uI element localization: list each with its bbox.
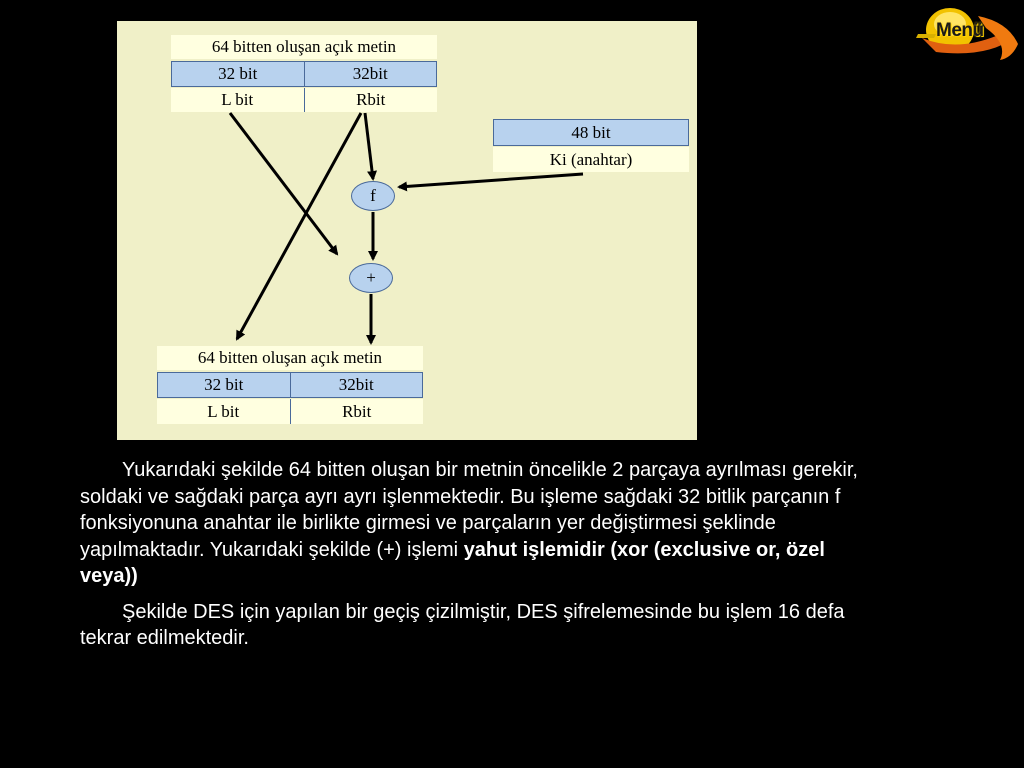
- top-right-bits: 32bit: [304, 62, 437, 86]
- xor-node: +: [349, 263, 393, 293]
- bottom-names-row: [157, 399, 423, 424]
- key-name: Ki (anahtar): [549, 149, 633, 169]
- top-block: [171, 35, 437, 112]
- top-title: [171, 35, 437, 59]
- top-title-text: 64 bitten oluşan açık metin: [211, 37, 397, 56]
- bottom-bits-row: [157, 372, 423, 398]
- f-function-node: f: [351, 181, 395, 211]
- des-round-diagram: [117, 21, 697, 440]
- key-bits: 48 bit: [571, 122, 611, 142]
- explanation-text: [80, 457, 880, 661]
- paragraph-1-plain: Yukarıdaki şekilde 64 bitten oluşan bir metnin öncelikle 2 parçaya ayrılması gerekir, soldaki ve sağdaki parça ayrı ayrı işlenmektedir. Bu işleme sağdaki 32 bitlik parçanın f fonksiyonuna anahtar ile birlikte girmesi ve parçaların yer değiştirmesi şeklinde yapılmaktadır. Yukarıdaki şekilde (+) işlemi: [80, 459, 858, 561]
- menu-button[interactable]: [916, 4, 1024, 62]
- key-bits-row: [493, 119, 689, 146]
- key-name-row: [493, 147, 689, 172]
- menu-label: Menü: [936, 20, 984, 41]
- top-right-name: Rbit: [304, 88, 438, 112]
- key-block: [493, 119, 689, 173]
- top-left-bits: 32 bit: [218, 64, 258, 83]
- bottom-right-name: Rbit: [290, 399, 424, 424]
- top-names-row: [171, 88, 437, 112]
- paragraph-1: [80, 457, 880, 590]
- arrow-key-to-f: [399, 174, 583, 187]
- bottom-title: [157, 346, 423, 370]
- bottom-right-bits: 32bit: [290, 373, 423, 397]
- bottom-left-name: L bit: [207, 401, 240, 421]
- bottom-block: [157, 346, 423, 424]
- paragraph-2: Şekilde DES için yapılan bir geçiş çizilmiştir, DES şifrelemesinde bu işlem 16 defa tekrar edilmektedir.: [80, 600, 845, 649]
- arrow-rbit-to-f: [365, 113, 373, 179]
- top-bits-row: [171, 61, 437, 87]
- paragraph-1-bold: yahut işlemidir (xor (exclusive or, özel veya)): [80, 538, 825, 587]
- top-left-name: L bit: [221, 90, 254, 109]
- bottom-title-text: 64 bitten oluşan açık metin: [197, 348, 383, 367]
- bottom-left-bits: 32 bit: [204, 375, 244, 394]
